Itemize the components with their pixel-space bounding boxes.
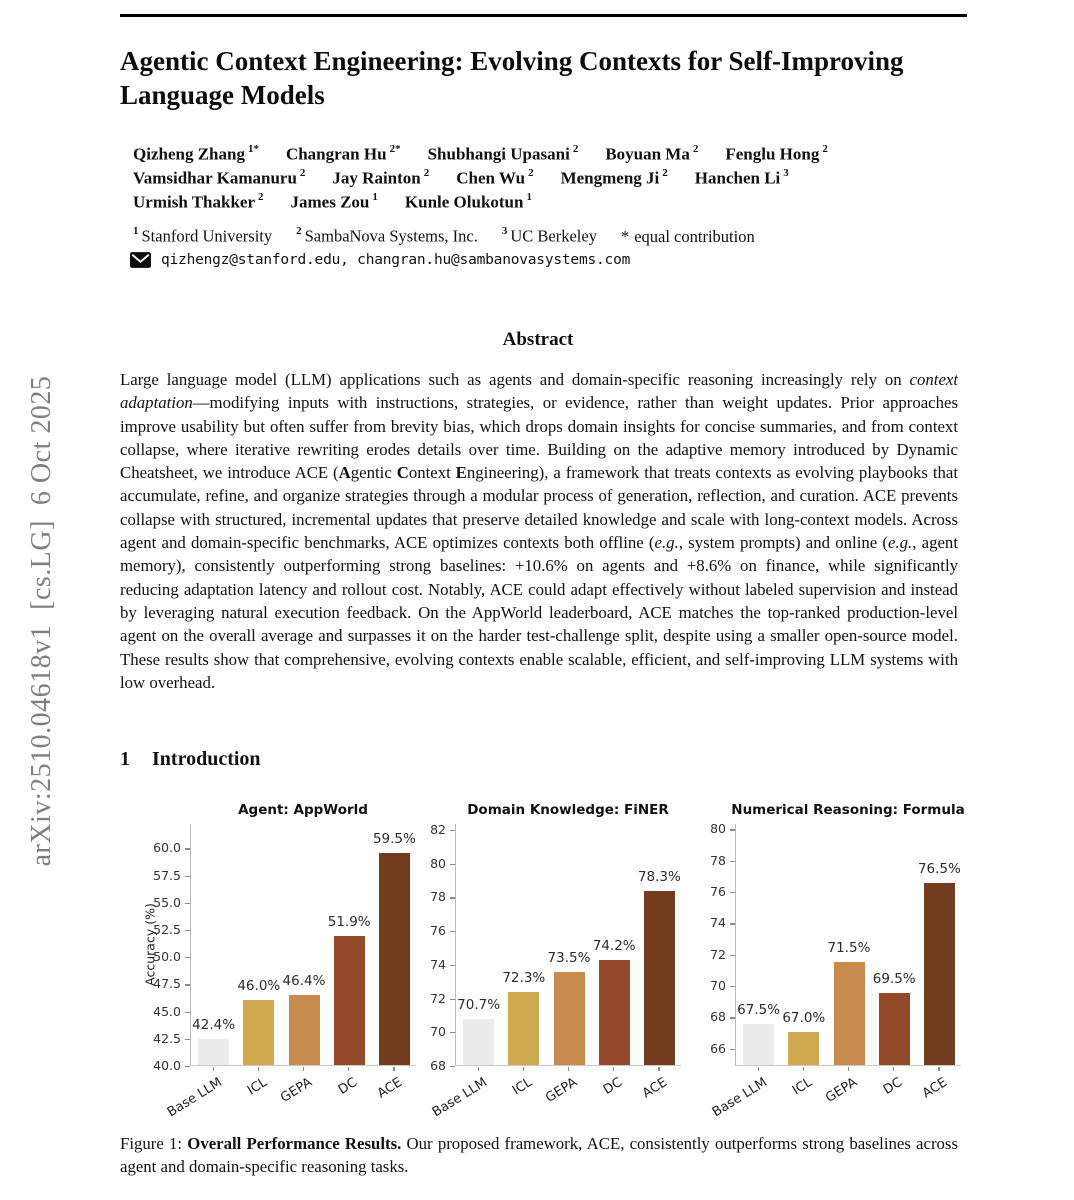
- contact-emails[interactable]: qizhengz@stanford.edu, changran.hu@sambanovasystems.com: [161, 252, 631, 268]
- y-tick-label: 76: [710, 884, 726, 900]
- author-row: [133, 168, 953, 192]
- bar-value-label: 51.9%: [327, 913, 371, 930]
- author: [286, 144, 401, 165]
- author-affiliation-sup: 2: [423, 167, 430, 179]
- author-name: Hanchen Li: [694, 168, 781, 188]
- text-segment: E: [455, 463, 467, 483]
- bar-ace: [924, 883, 955, 1065]
- x-tick-label: Base LLM: [709, 1075, 770, 1121]
- affiliation-item: [133, 226, 272, 247]
- plot-area: [735, 824, 961, 1066]
- abstract-text: [120, 368, 958, 694]
- y-tick-label: 74: [710, 915, 726, 931]
- author-name: Fenglu Hong: [725, 144, 820, 164]
- y-tick-mark: [450, 897, 455, 898]
- y-tick-mark: [730, 1017, 735, 1018]
- envelope-icon: [130, 252, 151, 268]
- y-tick-label: 78: [430, 889, 446, 905]
- x-tick-label: GEPA: [822, 1075, 860, 1106]
- y-tick-label: 74: [430, 956, 446, 972]
- y-tick-mark: [185, 930, 190, 931]
- author-affiliation-sup: 1: [526, 191, 532, 203]
- bar-icl: [508, 992, 539, 1065]
- bar-base-llm: [463, 1019, 494, 1065]
- contact-line: [130, 252, 630, 268]
- x-tick-label: ICL: [789, 1075, 815, 1099]
- chart-title: Agent: AppWorld: [238, 802, 368, 818]
- author-name: Chen Wu: [456, 168, 526, 188]
- author: [405, 192, 532, 213]
- text-segment: A: [338, 463, 351, 483]
- author-name: Qizheng Zhang: [133, 144, 245, 164]
- bar-ace: [379, 853, 410, 1065]
- y-tick-label: 70: [710, 978, 726, 994]
- author: [725, 144, 828, 165]
- author: [428, 144, 579, 165]
- top-rule: [120, 14, 967, 17]
- figure-1-charts: [120, 798, 980, 1136]
- author: [456, 168, 533, 189]
- bar-value-label: 46.0%: [237, 977, 281, 994]
- x-tick-label: DC: [335, 1075, 361, 1098]
- author-name: Shubhangi Upasani: [427, 144, 570, 164]
- author-affiliation-sup: 2*: [389, 143, 401, 155]
- x-tick-mark: [348, 1067, 349, 1071]
- y-tick-label: 70: [430, 1024, 446, 1040]
- text-segment: —modifying inputs with instructions, strategies, or evidence, rather than weight updates. Prior approaches improve usability but often suffer from brevity bias, which drops domain insights for concise summaries, and from context collapse, where iterative rewriting erodes details over time. Building on the adaptive memory introduced by Dynamic Cheatsheet, we introduce ACE (: [120, 393, 958, 483]
- y-tick-mark: [450, 864, 455, 865]
- text-segment: e.g.: [888, 533, 913, 553]
- x-tick-label: GEPA: [277, 1075, 315, 1106]
- plot-area: [190, 824, 416, 1066]
- bar-icl: [788, 1032, 819, 1065]
- y-tick-label: 72: [710, 946, 726, 962]
- author-affiliation-sup: 2: [572, 143, 579, 155]
- bar-value-label: 42.4%: [192, 1016, 236, 1033]
- y-tick-label: 60.0: [153, 840, 181, 856]
- x-tick-mark: [258, 1067, 259, 1071]
- affiliation-label: SambaNova Systems, Inc.: [304, 226, 478, 246]
- x-tick-label: ICL: [244, 1075, 270, 1099]
- y-tick-mark: [730, 861, 735, 862]
- bar-base-llm: [198, 1039, 229, 1065]
- bar-ace: [644, 891, 675, 1065]
- y-tick-label: 78: [710, 852, 726, 868]
- chart-numerical-reasoning-formula: [695, 798, 965, 1136]
- y-tick-mark: [185, 957, 190, 958]
- x-tick-label: ACE: [920, 1075, 951, 1102]
- chart-title: Domain Knowledge: FiNER: [467, 802, 669, 818]
- y-tick-label: 68: [710, 1009, 726, 1025]
- x-tick-mark: [613, 1067, 614, 1071]
- chart-agent-appworld: [120, 798, 420, 1136]
- text-segment: Our proposed framework, ACE, consistently outperforms strong baselines across agent and domain-specific reasoning tasks.: [120, 1134, 958, 1177]
- y-tick-label: 80: [710, 821, 726, 837]
- abstract-heading: Abstract: [502, 329, 574, 350]
- author: [695, 168, 789, 189]
- y-tick-label: 45.0: [153, 1003, 181, 1019]
- x-tick-mark: [803, 1067, 804, 1071]
- x-tick-mark: [393, 1067, 394, 1071]
- bar-value-label: 76.5%: [917, 861, 961, 878]
- bar-value-label: 74.2%: [592, 938, 636, 955]
- chart-title: Numerical Reasoning: Formula: [731, 802, 965, 818]
- y-tick-mark: [185, 1039, 190, 1040]
- x-tick-mark: [478, 1067, 479, 1071]
- affiliation-marker: 1: [133, 225, 139, 237]
- y-tick-label: 57.5: [153, 867, 181, 883]
- author-affiliation-sup: 2: [299, 167, 306, 179]
- y-tick-mark: [185, 984, 190, 985]
- x-tick-label: DC: [600, 1075, 626, 1098]
- affiliation-marker: 2: [296, 225, 302, 237]
- y-axis-label: Accuracy (%): [142, 903, 158, 986]
- figure-1-caption: [120, 1132, 958, 1179]
- x-tick-label: ICL: [509, 1075, 535, 1099]
- author-affiliation-sup: 2: [528, 167, 534, 179]
- bar-value-label: 73.5%: [547, 950, 591, 967]
- x-tick-mark: [893, 1067, 894, 1071]
- bar-icl: [243, 1000, 274, 1065]
- section-number: 1: [120, 748, 130, 770]
- affiliation-marker: 3: [501, 225, 508, 237]
- y-tick-label: 80: [430, 855, 446, 871]
- text-segment: ngineering), a framework that treats contexts as evolving playbooks that accumulate, refine, and organize strategies through a modular process of generation, reflection, and curation. ACE prevents collapse with structured, incremental updates that preserve detailed knowledge and scale with long-context models. Across agent and domain-specific benchmarks, ACE optimizes contexts both offline (: [120, 463, 958, 553]
- author: [133, 168, 305, 189]
- x-tick-mark: [758, 1067, 759, 1071]
- author-affiliation-sup: 3: [783, 167, 789, 179]
- y-tick-mark: [185, 903, 190, 904]
- y-tick-mark: [450, 965, 455, 966]
- y-tick-mark: [450, 1066, 455, 1067]
- y-tick-mark: [730, 892, 735, 893]
- affiliations-line: [133, 226, 963, 247]
- text-segment: ontext: [408, 463, 456, 483]
- bar-gepa: [289, 995, 320, 1065]
- bar-dc: [599, 960, 630, 1065]
- bar-value-label: 67.5%: [737, 1002, 781, 1019]
- affiliation-label: equal contribution: [634, 226, 755, 246]
- text-segment: gentic: [350, 463, 397, 483]
- affiliation-label: Stanford University: [141, 226, 273, 246]
- author-name: Boyuan Ma: [605, 144, 690, 164]
- bar-dc: [334, 936, 365, 1065]
- bar-gepa: [554, 972, 585, 1065]
- text-segment: e.g.: [654, 533, 679, 553]
- y-tick-mark: [450, 999, 455, 1000]
- equal-contribution-marker: *: [620, 226, 630, 246]
- affiliation-item: [502, 226, 597, 247]
- y-tick-label: 40.0: [153, 1058, 181, 1073]
- author-list: [133, 144, 953, 216]
- y-tick-label: 66: [710, 1040, 726, 1056]
- author-row: [133, 144, 953, 168]
- bar-value-label: 71.5%: [827, 939, 871, 956]
- y-tick-label: 82: [430, 821, 446, 837]
- y-tick-mark: [730, 829, 735, 830]
- x-tick-mark: [303, 1067, 304, 1071]
- y-tick-mark: [185, 1066, 190, 1067]
- x-tick-mark: [213, 1067, 214, 1071]
- x-tick-label: GEPA: [542, 1075, 580, 1106]
- text-segment: Figure 1:: [120, 1134, 188, 1153]
- text-segment: , agent memory), consistently outperforming strong baselines: +10.6% on agents and +8.6% on finance, while significantly reducing adaptation latency and rollout cost. Notably, ACE could adapt effectively without labeled supervision and instead by leveraging natural execution feedback. On the AppWorld leaderboard, ACE matches the top-ranked production-level agent on the overall average and surpasses it on the harder test-challenge split, despite using a smaller open-source model. These results show that comprehensive, evolving contexts enable scalable, efficient, and self-improving LLM systems with low overhead.: [120, 533, 958, 692]
- author-name: Changran Hu: [285, 144, 387, 164]
- text-segment: C: [396, 463, 409, 483]
- author: [561, 168, 668, 189]
- y-tick-label: 68: [430, 1058, 446, 1073]
- bar-value-label: 67.0%: [782, 1010, 826, 1027]
- y-tick-mark: [185, 876, 190, 877]
- y-tick-label: 50.0: [153, 949, 181, 965]
- section-heading-introduction: [120, 748, 261, 771]
- author-affiliation-sup: 2: [692, 143, 699, 155]
- author-affiliation-sup: 1*: [247, 143, 259, 155]
- bar-value-label: 70.7%: [457, 997, 501, 1014]
- author-affiliation-sup: 2: [822, 143, 828, 155]
- y-tick-mark: [730, 986, 735, 987]
- y-tick-mark: [730, 955, 735, 956]
- author: [605, 144, 698, 165]
- author: [133, 192, 264, 213]
- x-tick-label: Base LLM: [164, 1075, 225, 1121]
- author-name: Vamsidhar Kamanuru: [133, 168, 297, 188]
- bar-value-label: 78.3%: [637, 869, 681, 886]
- bar-base-llm: [743, 1024, 774, 1065]
- author-name: Kunle Olukotun: [404, 192, 524, 212]
- y-tick-label: 47.5: [153, 976, 181, 992]
- text-segment: Large language model (LLM) applications such as agents and domain-specific reasoning increasingly rely on: [120, 370, 910, 389]
- y-tick-label: 76: [430, 923, 446, 939]
- y-tick-label: 42.5: [153, 1030, 181, 1046]
- bar-value-label: 69.5%: [872, 970, 916, 987]
- author-name: Urmish Thakker: [133, 192, 256, 212]
- author: [291, 192, 378, 213]
- y-tick-mark: [730, 923, 735, 924]
- affiliation-item: [296, 226, 478, 247]
- x-tick-label: Base LLM: [429, 1075, 490, 1121]
- author-affiliation-sup: 2: [662, 167, 668, 179]
- author-name: Jay Rainton: [332, 168, 421, 188]
- author-name: Mengmeng Ji: [560, 168, 660, 188]
- arxiv-watermark: arXiv:2510.04618v1 [cs.LG] 6 Oct 2025: [26, 375, 57, 867]
- bar-value-label: 59.5%: [372, 830, 416, 847]
- x-tick-mark: [568, 1067, 569, 1071]
- author: [133, 144, 259, 165]
- text-segment: Overall Performance Results.: [187, 1134, 402, 1153]
- section-title: Introduction: [152, 748, 261, 770]
- bar-value-label: 46.4%: [282, 973, 326, 990]
- plot-area: [455, 824, 681, 1066]
- author-name: James Zou: [290, 192, 370, 212]
- x-tick-label: ACE: [375, 1075, 406, 1102]
- y-tick-label: 52.5: [153, 922, 181, 938]
- chart-domain-knowledge-finer: [415, 798, 685, 1136]
- text-segment: , system prompts) and online (: [678, 533, 888, 553]
- y-tick-mark: [730, 1049, 735, 1050]
- y-tick-label: 72: [430, 990, 446, 1006]
- y-tick-label: 55.0: [153, 894, 181, 910]
- y-tick-mark: [185, 848, 190, 849]
- author-row: [133, 192, 953, 216]
- x-tick-label: ACE: [640, 1075, 671, 1102]
- paper-title: Agentic Context Engineering: Evolving Contexts for Self-Improving Language Models: [120, 46, 904, 110]
- y-tick-mark: [450, 931, 455, 932]
- y-tick-mark: [450, 830, 455, 831]
- x-tick-mark: [523, 1067, 524, 1071]
- bar-dc: [879, 993, 910, 1065]
- affiliation-item: [621, 227, 755, 247]
- bar-value-label: 72.3%: [502, 970, 546, 987]
- author-affiliation-sup: 2: [258, 191, 264, 203]
- x-tick-label: DC: [880, 1075, 906, 1098]
- x-tick-mark: [848, 1067, 849, 1071]
- affiliation-label: UC Berkeley: [510, 226, 597, 246]
- x-tick-mark: [938, 1067, 939, 1071]
- author-affiliation-sup: 1: [372, 191, 378, 203]
- author: [332, 168, 429, 189]
- y-tick-mark: [185, 1012, 190, 1013]
- text-segment: context adaptation: [120, 370, 958, 413]
- x-tick-mark: [658, 1067, 659, 1071]
- y-tick-mark: [450, 1032, 455, 1033]
